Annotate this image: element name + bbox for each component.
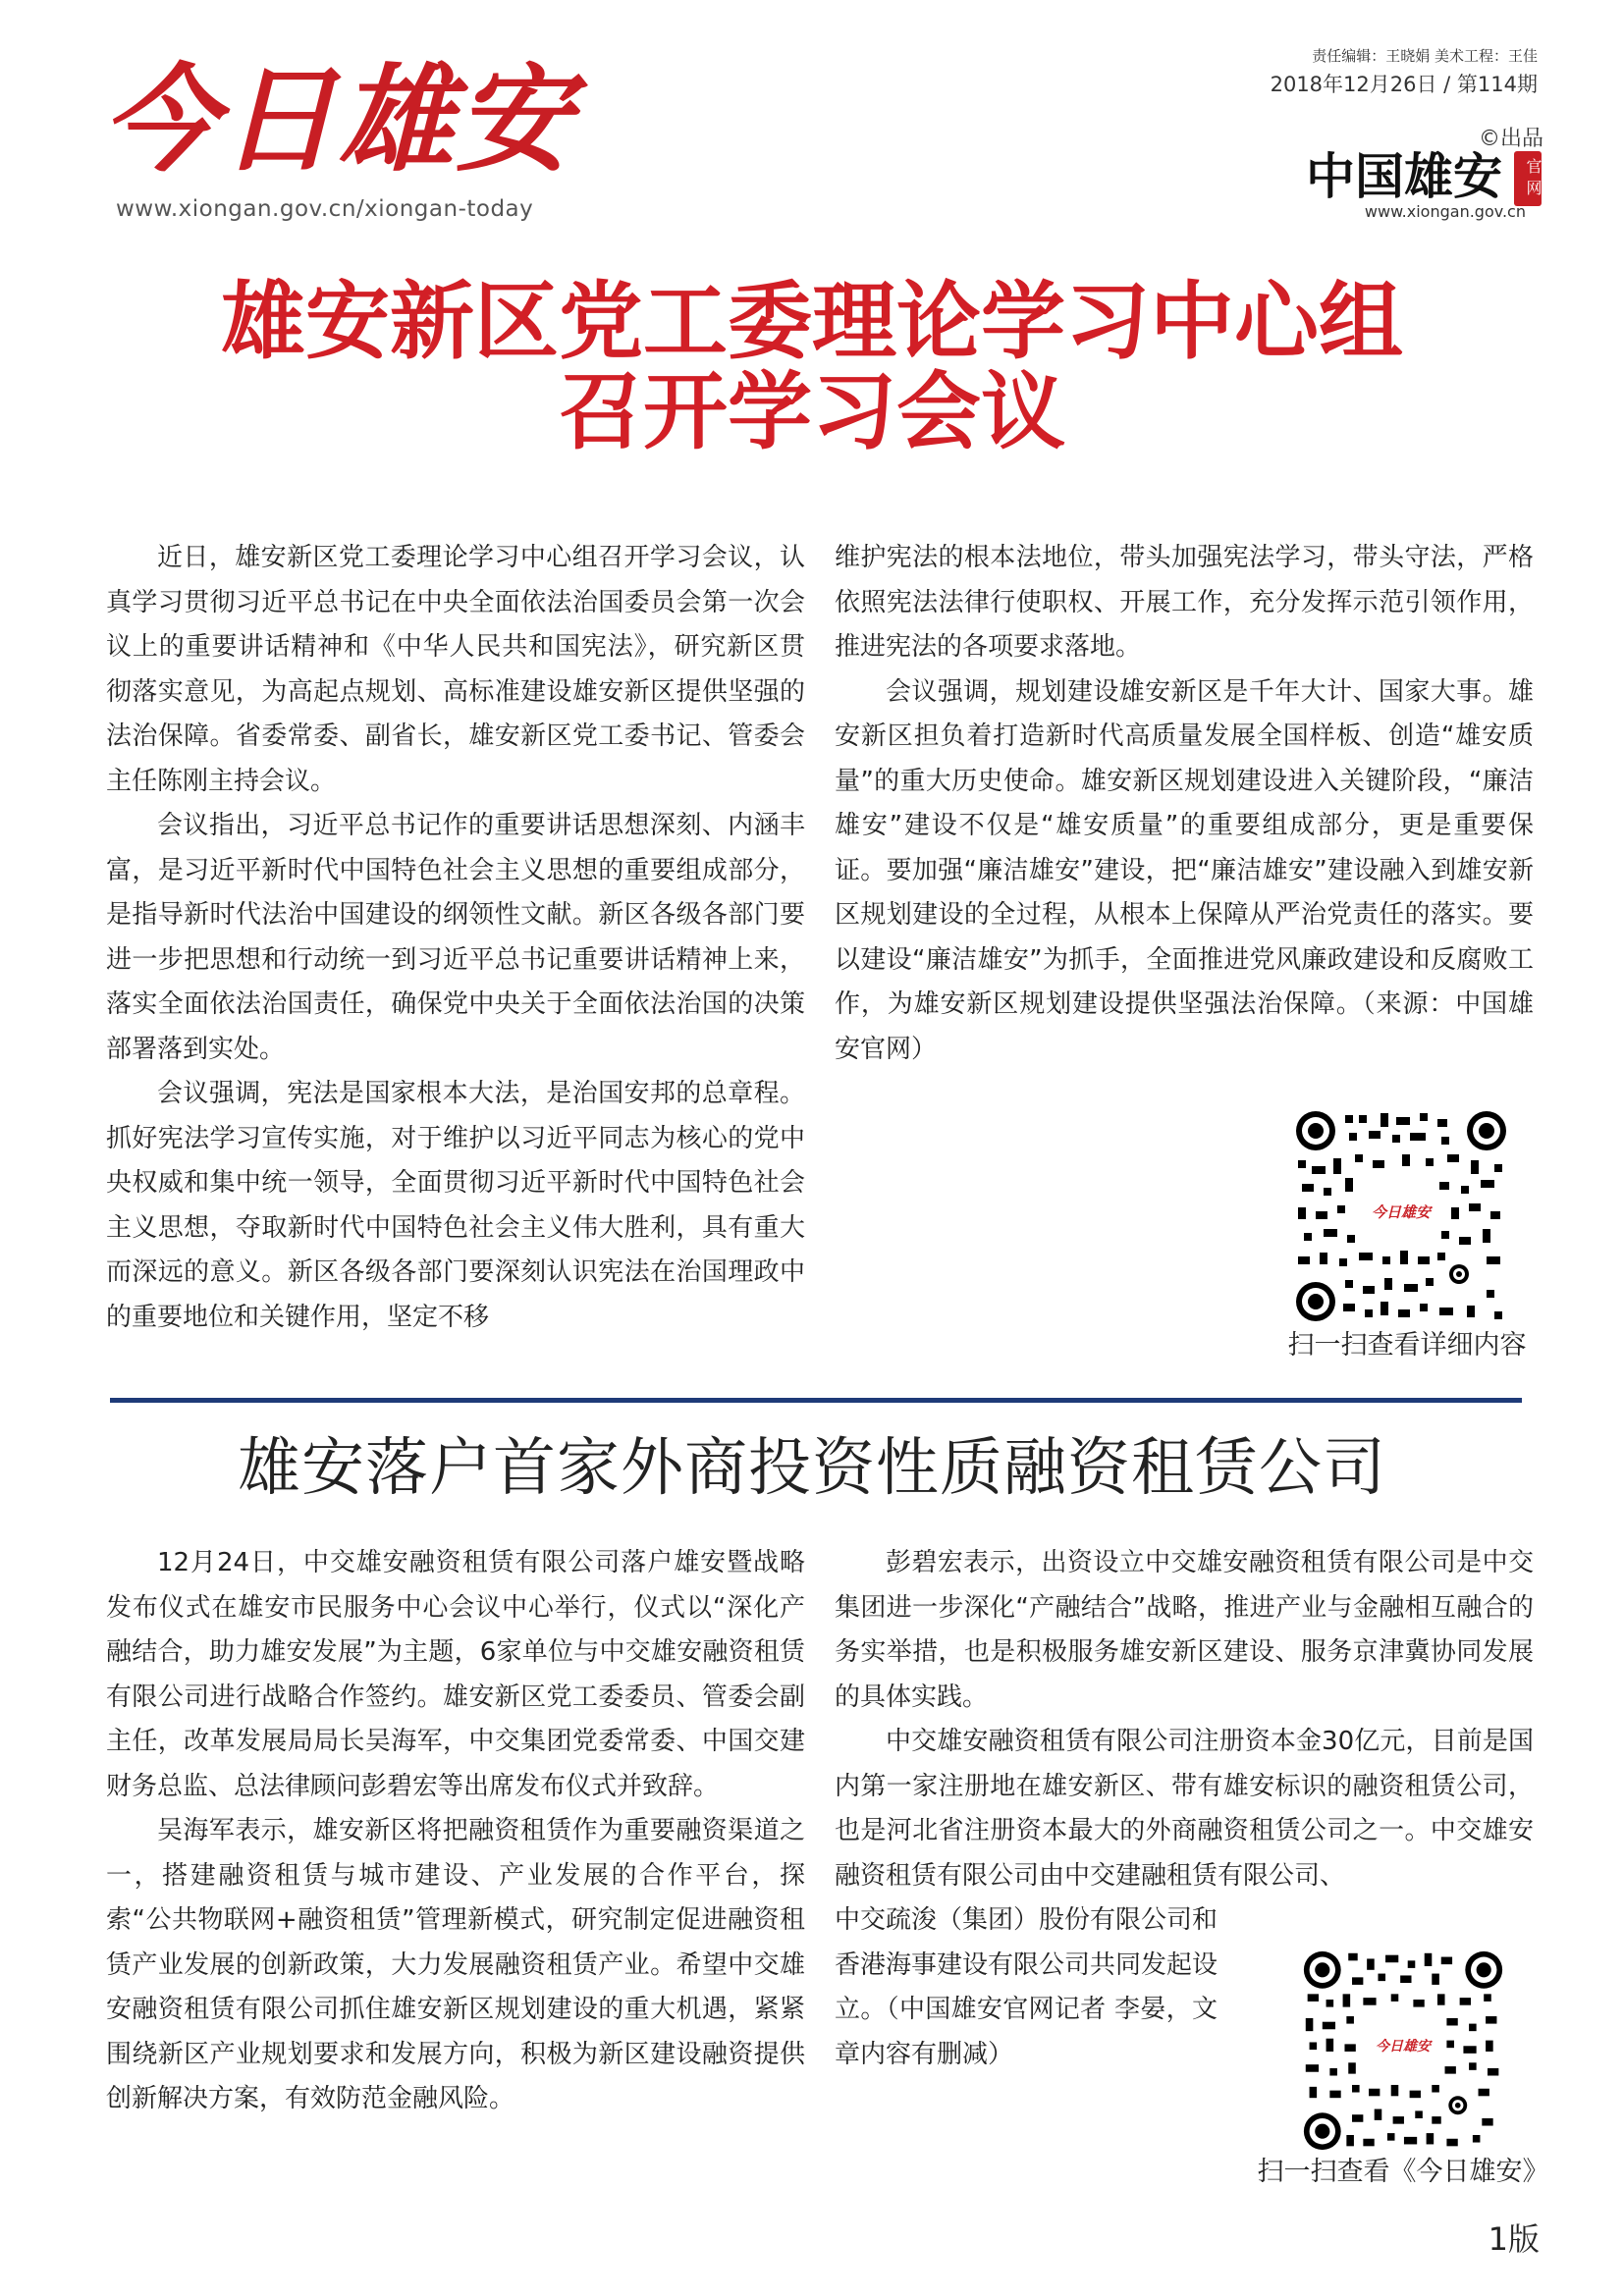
editor-credits: 责任编辑：王晓娟 美术工程：王佳	[1312, 47, 1538, 65]
section-divider	[110, 1398, 1522, 1403]
masthead-url[interactable]: www.xiongan.gov.cn/xiongan-today	[116, 196, 534, 222]
article1-headline	[0, 272, 1624, 461]
paragraph: 会议强调，宪法是国家根本大法，是治国安邦的总章程。抓好宪法学习宣传实施，对于维护以习近平同志为核心的党中央权威和集中统一领导，全面贯彻习近平新时代中国特色社会主义思想，夺取新时代中国特色社会主义伟大胜利，具有重大而深远的意义。新区各级各部门要深刻认识宪法在治国理政中的重要地位和关键作用，坚定不移	[106, 1079, 805, 1332]
qr-code-article2[interactable]	[1302, 1949, 1504, 2152]
logo-text: 中国雄安	[1306, 147, 1502, 205]
article1-column-right	[835, 536, 1534, 1072]
produced-by: ©出品	[1478, 127, 1543, 151]
article2-column-right	[835, 1541, 1534, 1898]
qr-caption-article2: 扫一扫查看《今日雄安》	[1257, 2157, 1549, 2187]
page-number: 1版	[1488, 2220, 1540, 2258]
paragraph: 12月24日，中交雄安融资租赁有限公司落户雄安暨战略发布仪式在雄安市民服务中心会议中心举行，仪式以“深化产融结合，助力雄安发展”为主题，6家单位与中交雄安融资租赁有限公司进行战略合作签约。雄安新区党工委委员、管委会副主任，改革发展局局长吴海军，中交集团党委常委、中国交建财务总监、总法律顾问彭碧宏等出席发布仪式并致辞。	[106, 1548, 805, 1801]
article2-column-right-tail	[835, 1898, 1218, 2077]
qr-center-label: 今日雄安	[1371, 1203, 1431, 1221]
qr-center-label: 今日雄安	[1376, 2039, 1431, 2055]
article1-headline-line1: 雄安新区党工委理论学习中心组	[221, 272, 1403, 371]
masthead-title: 今日雄安	[102, 51, 574, 187]
paragraph: 会议强调，规划建设雄安新区是千年大计、国家大事。雄安新区担负着打造新时代高质量发展全国样板、创造“雄安质量”的重大历史使命。雄安新区规划建设进入关键阶段，“廉洁雄安”建设不仅是“雄安质量”的重要组成部分，更是重要保证。要加强“廉洁雄安”建设，把“廉洁雄安”建设融入到雄安新区规划建设的全过程，从根本上保障从严治党责任的落实。要以建设“廉洁雄安”为抓手，全面推进党风廉政建设和反腐败工作，为雄安新区规划建设提供坚强法治保障。（来源：中国雄安官网）	[835, 676, 1534, 1064]
paragraph: 中交疏浚（集团）股份有限公司和香港海事建设有限公司共同发起设立。（中国雄安官网记者 李晏，文章内容有删减）	[835, 1905, 1218, 2069]
paragraph: 彭碧宏表示，出资设立中交雄安融资租赁有限公司是中交集团进一步深化“产融结合”战略，推进产业与金融相互融合的务实举措，也是积极服务雄安新区建设、服务京津冀协同发展的具体实践。	[835, 1548, 1534, 1712]
logo-seal: 官网	[1514, 151, 1542, 206]
article2-headline: 雄安落户首家外商投资性质融资租赁公司	[238, 1432, 1386, 1505]
china-xiongan-logo[interactable]	[1306, 147, 1542, 206]
paragraph: 近日，雄安新区党工委理论学习中心组召开学习会议，认真学习贯彻习近平总书记在中央全面依法治国委员会第一次会议上的重要讲话精神和《中华人民共和国宪法》，研究新区贯彻落实意见，为高起点规划、高标准建设雄安新区提供坚强的法治保障。省委常委、副省长，雄安新区党工委书记、管委会主任陈刚主持会议。	[106, 543, 805, 796]
article2-column-left	[106, 1541, 805, 2122]
logo-url[interactable]: www.xiongan.gov.cn	[1364, 202, 1526, 221]
qr-code-article1[interactable]	[1294, 1109, 1508, 1323]
paragraph: 会议指出，习近平总书记作的重要讲话思想深刻、内涵丰富，是习近平新时代中国特色社会主义思想的重要组成部分，是指导新时代法治中国建设的纲领性文献。新区各级各部门要进一步把思想和行动统一到习近平总书记重要讲话精神上来，落实全面依法治国责任，确保党中央关于全面依法治国的决策部署落到实处。	[106, 811, 805, 1064]
paragraph: 维护宪法的根本法地位，带头加强宪法学习，带头守法，严格依照宪法法律行使职权、开展工作，充分发挥示范引领作用，推进宪法的各项要求落地。	[835, 543, 1534, 662]
paragraph: 吴海军表示，雄安新区将把融资租赁作为重要融资渠道之一，搭建融资租赁与城市建设、产业发展的合作平台，探索“公共物联网+融资租赁”管理新模式，研究制定促进融资租赁产业发展的创新政策，大力发展融资租赁产业。希望中交雄安融资租赁有限公司抓住雄安新区规划建设的重大机遇，紧紧围绕新区产业规划要求和发展方向，积极为新区建设融资提供创新解决方案，有效防范金融风险。	[106, 1816, 805, 2113]
qr-caption-article1: 扫一扫查看详细内容	[1287, 1330, 1527, 1361]
article1-headline-line2: 召开学习会议	[559, 362, 1065, 461]
article1-column-left	[106, 536, 805, 1340]
issue-date: 2018年12月26日 / 第114期	[1270, 73, 1538, 96]
paragraph: 中交雄安融资租赁有限公司注册资本金30亿元，目前是国内第一家注册地在雄安新区、带有雄安标识的融资租赁公司，也是河北省注册资本最大的外商融资租赁公司之一。中交雄安融资租赁有限公司由中交建融租赁有限公司、	[835, 1727, 1534, 1891]
